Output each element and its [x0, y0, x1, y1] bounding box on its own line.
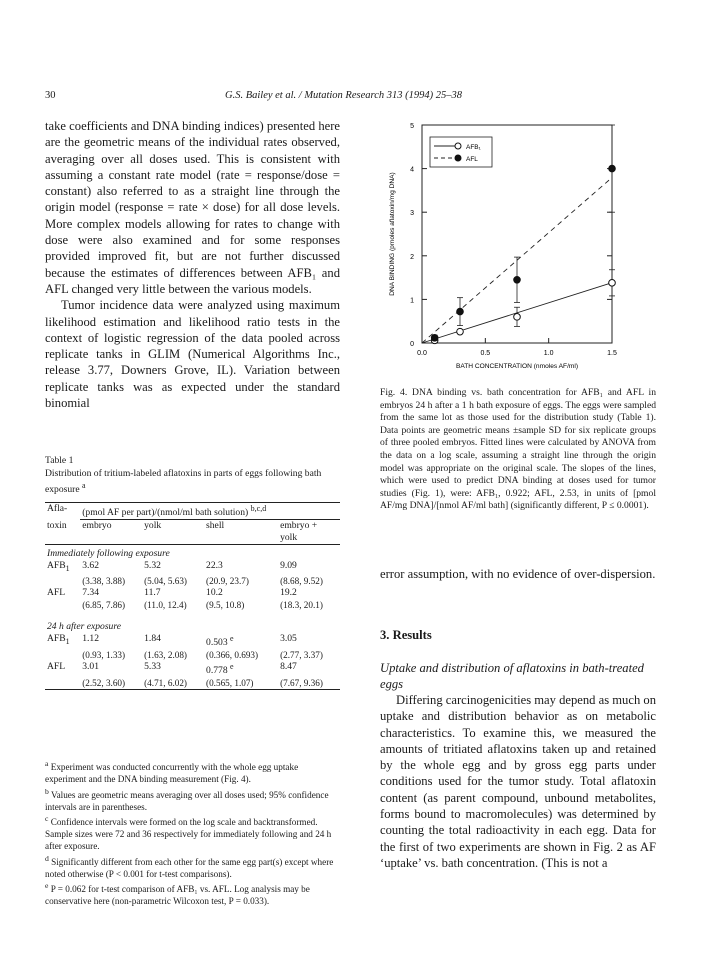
row-header: toxin: [47, 519, 67, 531]
section-heading: 3. Results: [380, 628, 432, 642]
table-row: (6.85, 7.86) (11.0, 12.4) (9.5, 10.8) (18.3, 20.1): [82, 600, 323, 611]
footnote: P = 0.062 for t-test comparison of AFB₁ vs. AFL. Log analysis may be conservative here (non-parametric Wilcoxon test, P = 0.033).: [45, 884, 310, 907]
column-group-header: (pmol AF per part)/(nmol/ml bath solution): [82, 507, 249, 519]
table-row: AFL 7.34 11.7 10.2 19.2: [47, 587, 297, 599]
row-header: Afla-: [47, 503, 68, 514]
y-axis-label: DNA BINDING (pmoles aflatoxin/mg DNA): [389, 172, 396, 296]
legend-label: AFB₁: [466, 144, 481, 151]
data-point-afl: [609, 165, 616, 172]
table-1: [45, 502, 340, 690]
table-label: Table 1: [45, 455, 74, 466]
x-tick-label: 0.5: [480, 350, 491, 357]
table-row: (2.52, 3.60) (4.71, 6.02) (0.565, 1.07) (7.67, 9.36): [45, 677, 340, 690]
table-row: (0.93, 1.33) (1.63, 2.08) (0.366, 0.693) (2.77, 3.37): [82, 650, 323, 661]
table-section-heading: 24 h after exposure: [47, 621, 121, 633]
paragraph: error assumption, with no evidence of over-dispersion.: [380, 567, 656, 581]
paragraph: take coefficients and DNA binding indices) presented here are the geometric means of the individual rates observed, averaging over all doses used. This is consistent with assuming a constant rate model (rate = response/dose = constant) also referred to as a straight line through the origin model (response = rate × dose) for all dose levels. More complex models allowing for rates to change with dose were also examined and for some responses provided improved fit, but are not further discussed because the estimates of differences between AFB₁ and AFL changed very little between the various models.: [45, 119, 340, 296]
paragraph: Differing carcinogenicities may depend as much on uptake and distribution behavior as on metabolic characteristics. To examine this, we measured the amounts of tritiated aflatoxins taken up and retained by the whole egg and by gross egg parts under conditions used for the tumor study. Total aflatoxin content (as parent compound, unbound metabolites, forms bound to macromolecules) was determined by counting the total radioactivity in each egg. Data for the first of two experiments are shown in Fig. 2 as AF ‘uptake’ vs. bath concentration. (This is not a: [380, 693, 656, 870]
figure-caption: Fig. 4. DNA binding vs. bath concentration for AFB₁ and AFL in embryos 24 h after a 1 h bath exposure of eggs. The eggs were sampled from the same lot as those used for the distribution study (Table 1). Data points are geometric means ±sample SD for six replicate groups of three pooled embryos. Fitted lines were calculated by ANOVA from the data on a log scale, assuming a straight line through the origin model was appropriate on the original scale. The slopes of the lines, which were used to predict DNA binding at doses used for tumor studies (Fig. 1), were: AFB₁, 0.922; AFL, 2.53, in units of [pmol AF/mg DNA]/[nmol AF/ml bath] (significantly different, P ≤ 0.0001).: [380, 387, 656, 512]
footnote-mark: a: [82, 481, 86, 490]
column-header: shell: [206, 520, 225, 532]
column-header: embryo: [82, 520, 112, 532]
data-point-afl: [431, 334, 438, 341]
y-tick-label: 1: [410, 297, 414, 305]
table-footnotes: $^a$ Experiment was conducted concurrently with the whole egg uptake experiment and the DNA binding measurement (Fig. 4). $^b$ Values are geometric means averaging over all doses used; 95% confidence intervals are in parentheses. $^c$ Confidence intervals were formed on the log scale and backtransformed. Sample sizes were 72 and 36 respectively for immediately following and 24 h after exposure. $^d$ Significantly different from each other for the same egg part(s) except where noted otherwise (P < 0.001 for t-test comparisons). $^e$ P = 0.062 for t-test comparison of AFB₁ vs. AFL. Log analysis may be conservative here (non-parametric Wilcoxon test, P = 0.033).: [45, 759, 334, 907]
legend-label: AFL: [466, 156, 478, 163]
right-column-text: [380, 566, 656, 582]
data-point-afb1: [457, 328, 464, 335]
right-column-text: [380, 692, 656, 871]
table-section-heading: Immediately following exposure: [47, 548, 170, 560]
legend-box: [430, 137, 492, 167]
table-caption: [45, 455, 340, 497]
dna-binding-chart: [380, 115, 656, 383]
column-header: yolk: [280, 532, 298, 544]
paragraph: Tumor incidence data were analyzed using maximum likelihood estimation and likelihood ratio tests in the context of logistic regression of the data pooled across replicate tanks in GLIM (Numerical Algorithms Inc., release 3.77, Downers Grove, IL). Variation between replicate tanks was as expected under the standard binomial: [45, 298, 340, 411]
data-point-afl: [457, 308, 464, 315]
x-tick-label: 1.0: [543, 350, 554, 357]
column-header: embryo +: [280, 520, 318, 532]
x-axis-label: BATH CONCENTRATION (nmoles AF/ml): [455, 363, 579, 370]
table-title: Distribution of tritium-labeled aflatoxins in parts of eggs following bath exposure: [45, 467, 322, 496]
x-tick-label: 1.5: [607, 350, 617, 357]
y-tick-label: 4: [410, 166, 414, 174]
y-tick-label: 3: [410, 210, 414, 218]
footnote: Experiment was conducted concurrently with the whole egg uptake experiment and the DNA binding measurement (Fig. 4).: [45, 762, 299, 784]
journal-citation: G.S. Bailey et al. / Mutation Research 313 (1994) 25–38: [225, 90, 462, 101]
data-point-afb1: [609, 280, 616, 287]
footnote: Significantly different from each other for the same egg part(s) except where noted otherwise (P < 0.001 for t-test comparisons).: [45, 856, 334, 879]
data-point-afl: [514, 276, 521, 283]
legend-marker: [455, 143, 461, 149]
y-tick-label: 0: [410, 341, 414, 348]
table-row: AFL 3.01 5.33 0.778 $^e$ 8.47: [47, 661, 297, 677]
y-tick-label: 2: [410, 253, 414, 261]
x-tick-label: 0.0: [417, 350, 427, 357]
table-row: $AFB_1$ 3.62 5.32 22.3 9.09: [47, 560, 297, 574]
column-header: yolk: [144, 520, 162, 532]
legend-marker: [455, 155, 461, 161]
table-row: $AFB_1$ 1.12 1.84 0.503 $^e$ 3.05: [47, 633, 297, 649]
page-number: 30: [45, 90, 56, 101]
table-row: (3.38, 3.88) (5.04, 5.63) (20.9, 23.7) (8.68, 9.52): [82, 576, 323, 587]
left-column-text: [45, 118, 340, 411]
footnote: Values are geometric means averaging over all doses used; 95% confidence intervals are in parentheses.: [45, 789, 329, 812]
footnote: Confidence intervals were formed on the log scale and backtransformed. Sample sizes were 72 and 36 respectively for immediately following and 24 h after exposure.: [45, 817, 332, 851]
subsection-heading: Uptake and distribution of aflatoxins in bath-treated eggs: [380, 661, 644, 692]
y-tick-label: 5: [410, 123, 414, 130]
footnote-mark: b,c,d: [250, 504, 267, 513]
data-point-afb1: [514, 314, 521, 321]
